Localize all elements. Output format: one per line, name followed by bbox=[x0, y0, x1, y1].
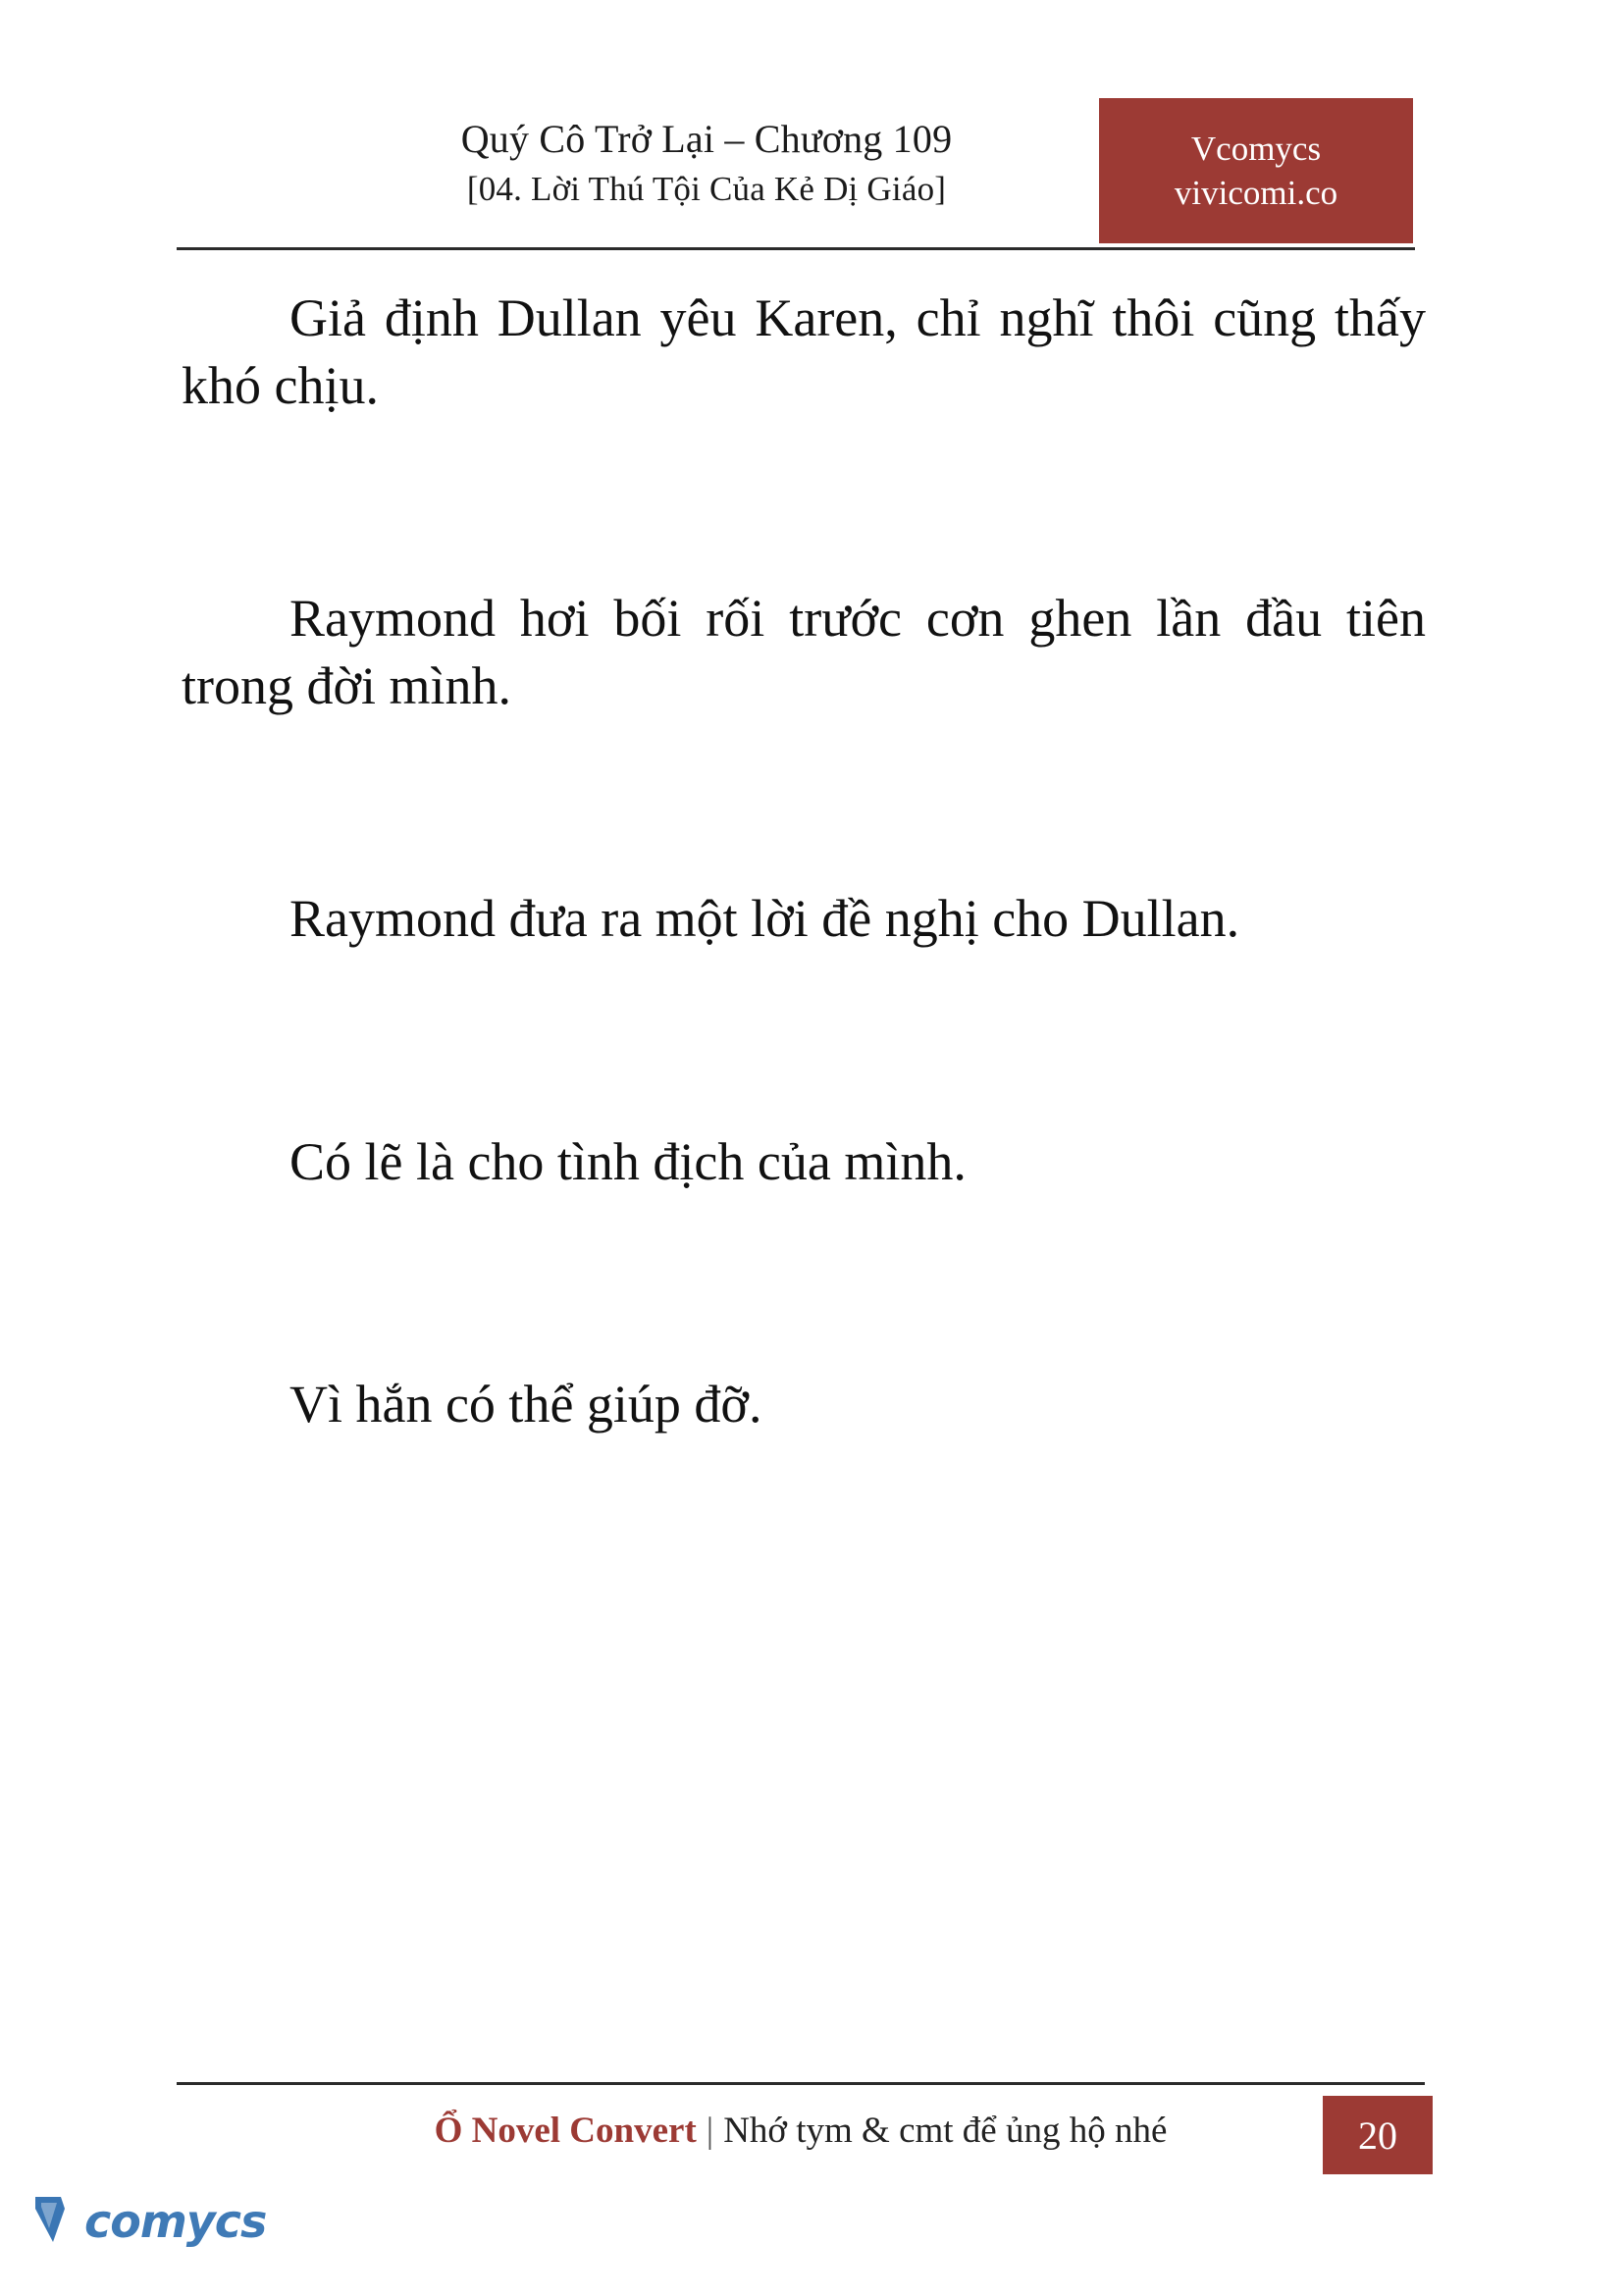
page-footer bbox=[177, 2082, 1433, 2200]
footer-credit bbox=[177, 2110, 1425, 2152]
page-header bbox=[177, 98, 1415, 255]
page-content bbox=[182, 285, 1426, 1438]
paragraph: Có lẽ là cho tình địch của mình. bbox=[289, 1131, 967, 1191]
chapter-title-line2: [04. Lời Thú Tội Của Kẻ Dị Giáo] bbox=[466, 170, 947, 209]
watermark-logo bbox=[31, 2185, 267, 2273]
footer-divider bbox=[177, 2082, 1425, 2085]
brand-badge bbox=[1099, 98, 1413, 243]
chapter-title bbox=[177, 112, 1236, 213]
header-divider bbox=[177, 247, 1415, 250]
footer-brand-label: Ổ Novel Convert bbox=[434, 2111, 697, 2151]
paragraph: Giả định Dullan yêu Karen, chỉ nghĩ thôi cũng thấy khó chịu. bbox=[182, 288, 1426, 416]
paragraph: Raymond đưa ra một lời đề nghị cho Dullan. bbox=[289, 889, 1240, 949]
footer-note-label: Nhớ tym & cmt để ủng hộ nhé bbox=[723, 2111, 1168, 2151]
watermark-text: comycs bbox=[84, 2195, 267, 2248]
chapter-title-line1: Quý Cô Trở Lại – Chương 109 bbox=[460, 117, 953, 161]
paragraph: Vì hắn có thể giúp đỡ. bbox=[289, 1374, 762, 1434]
footer-separator: | bbox=[706, 2111, 714, 2151]
brand-name: Vcomycs bbox=[1190, 129, 1322, 168]
paragraph: Raymond hơi bối rối trước cơn ghen lần đầu tiên trong đời mình. bbox=[182, 589, 1426, 716]
page-number: 20 bbox=[1323, 2096, 1433, 2174]
vcomycs-v-icon bbox=[31, 2189, 92, 2250]
brand-site: vivicomi.co bbox=[1174, 174, 1338, 212]
